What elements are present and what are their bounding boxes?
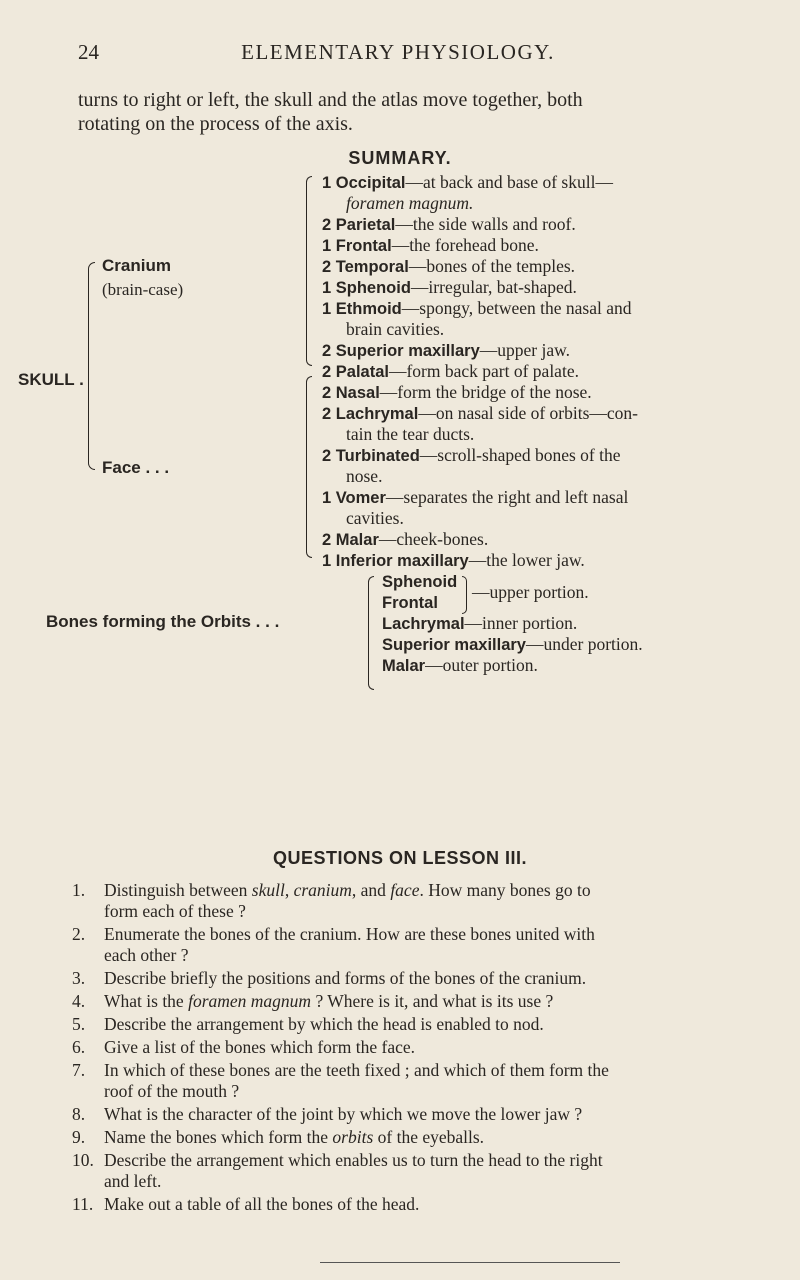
face-bone-inferior-maxillary: 1 Inferior maxillary—the lower jaw. <box>322 550 585 570</box>
bottom-rule <box>320 1262 620 1263</box>
orbits-label: Bones forming the Orbits . . . <box>46 612 280 631</box>
intro-line-1: turns to right or left, the skull and the atlas move together, both <box>78 89 583 111</box>
orbit-superior-maxillary: Superior maxillary—under portion. <box>382 634 643 654</box>
face-bone-turbinated-cont: nose. <box>346 466 383 486</box>
cranium-label: Cranium <box>102 256 171 275</box>
orbit-upper-portion: —upper portion. <box>472 582 589 602</box>
page-number: 24 <box>78 40 99 64</box>
cranium-bone-occipital: 1 Occipital—at back and base of skull— <box>322 172 613 192</box>
skull-label: SKULL . <box>18 370 84 389</box>
face-bone-turbinated: 2 Turbinated—scroll-shaped bones of the <box>322 445 621 465</box>
cranium-bone-frontal: 1 Frontal—the forehead bone. <box>322 235 539 255</box>
face-bone-lachrymal: 2 Lachrymal—on nasal side of orbits—con- <box>322 403 638 423</box>
orbit-frontal: Frontal <box>382 594 438 612</box>
intro-line-2: rotating on the process of the axis. <box>78 113 353 135</box>
face-bone-malar: 2 Malar—cheek-bones. <box>322 529 489 549</box>
cranium-bone-ethmoid-cont: brain cavities. <box>346 319 445 339</box>
face-label: Face . . . <box>102 458 170 477</box>
cranium-bone-sphenoid: 1 Sphenoid—irregular, bat-shaped. <box>322 277 577 297</box>
cranium-brace <box>306 176 312 366</box>
page-header <box>78 40 718 70</box>
face-bone-palatal: 2 Palatal—form back part of palate. <box>322 361 579 381</box>
orbit-malar: Malar—outer portion. <box>382 655 538 675</box>
face-bone-nasal: 2 Nasal—form the bridge of the nose. <box>322 382 592 402</box>
cranium-bone-temporal: 2 Temporal—bones of the temples. <box>322 256 576 276</box>
skull-brace <box>88 262 95 470</box>
orbit-sphenoid: Sphenoid <box>382 573 458 591</box>
orbit-upper-brace <box>462 576 467 614</box>
face-bone-vomer-cont: cavities. <box>346 508 404 528</box>
cranium-bone-parietal: 2 Parietal—the side walls and roof. <box>322 214 576 234</box>
face-brace <box>306 376 312 558</box>
face-bone-superior-maxillary: 2 Superior maxillary—upper jaw. <box>322 340 570 360</box>
cranium-bone-ethmoid: 1 Ethmoid—spongy, between the nasal and <box>322 298 632 318</box>
cranium-sublabel: (brain-case) <box>102 280 184 299</box>
summary-heading: SUMMARY. <box>348 148 452 168</box>
running-title: ELEMENTARY PHYSIOLOGY. <box>241 40 555 64</box>
face-bone-vomer: 1 Vomer—separates the right and left nasal <box>322 487 629 507</box>
orbits-brace <box>368 576 374 690</box>
face-bone-lachrymal-cont: tain the tear ducts. <box>346 424 475 444</box>
questions-heading: QUESTIONS ON LESSON III. <box>272 848 528 868</box>
orbit-lachrymal: Lachrymal—inner portion. <box>382 613 578 633</box>
foramen-magnum-text: foramen magnum. <box>346 193 474 213</box>
